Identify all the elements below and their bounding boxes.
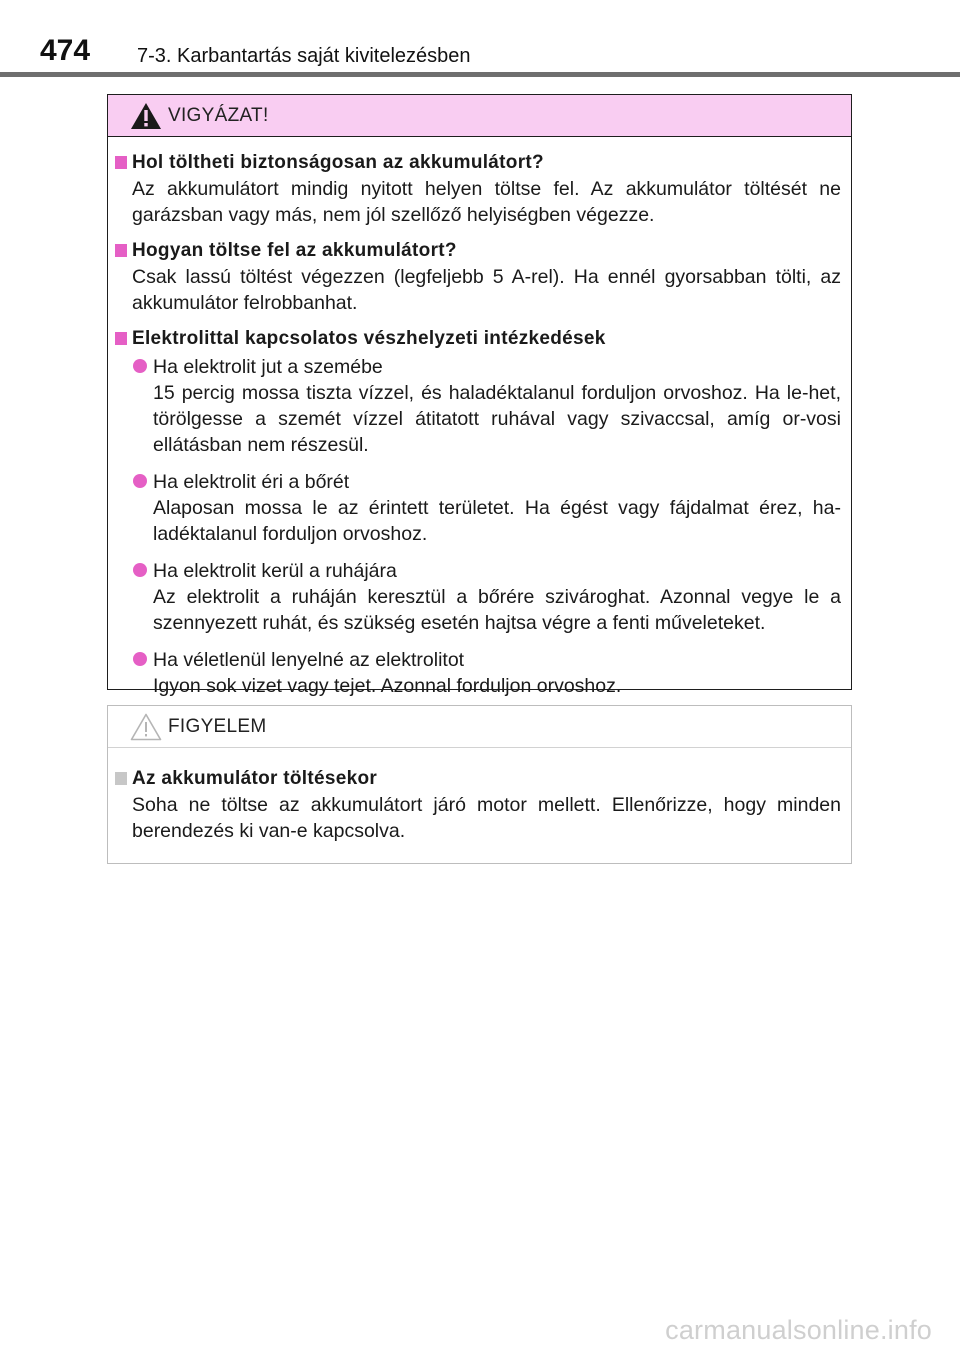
warning-item-body: Csak lassú töltést végezzen (legfeljebb 5 A-rel). Ha ennél gyorsabban tölti, az akkumulátor felrobbanhat. — [132, 266, 841, 314]
emergency-sub-item — [114, 354, 841, 458]
notice-item — [114, 766, 841, 844]
square-bullet-icon — [115, 244, 127, 257]
warning-item-title — [114, 238, 841, 264]
emergency-sub-item-body: Az elektrolit a ruháján keresztül a bőrére szivároghat. Azonnal vegye le a szennyezett ruhát, és szükség esetén hajtsa végre a fenti műveleteket. — [153, 586, 841, 634]
emergency-sub-item-body: Alaposan mossa le az érintett területet. Ha égést vagy fájdalmat érez, ha-ladéktalanul forduljon orvoshoz. — [153, 497, 841, 545]
emergency-sub-item-body: 15 percig mossa tiszta vízzel, és haladéktalanul forduljon orvoshoz. Ha le-het, törölgesse a szemét vízzel átitatott ruhával vagy szivaccsal, amíg or-vosi ellátásban nem részesül. — [153, 382, 841, 456]
round-bullet-icon — [133, 652, 147, 666]
emergency-sub-item-title: Ha véletlenül lenyelné az elektrolitot — [153, 649, 465, 671]
emergency-sub-item-body: Igyon sok vizet vagy tejet. Azonnal forduljon orvoshoz. — [153, 675, 622, 697]
notice-item-title — [114, 766, 841, 792]
round-bullet-icon — [133, 563, 147, 577]
notice-box-label: FIGYELEM — [168, 716, 267, 737]
emergency-sub-item-title: Ha elektrolit jut a szemébe — [153, 356, 383, 378]
warning-item-title — [114, 326, 841, 352]
emergency-sub-item — [114, 558, 841, 636]
notice-item-body: Soha ne töltse az akkumulátort járó motor mellett. Ellenőrizze, hogy minden berendezés ki van-e kapcsolva. — [132, 794, 841, 842]
notice-box-body — [108, 766, 851, 854]
notice-box-header — [108, 706, 851, 748]
warning-item-title-text: Elektrolittal kapcsolatos vészhelyzeti intézkedések — [132, 328, 606, 349]
round-bullet-icon — [133, 359, 147, 373]
warning-item-title-text: Hogyan töltse fel az akkumulátort? — [132, 240, 457, 261]
notice-item-title-text: Az akkumulátor töltésekor — [132, 768, 378, 789]
caution-triangle-outline-icon — [130, 713, 162, 741]
warning-box-label: VIGYÁZAT! — [168, 105, 269, 126]
round-bullet-icon — [133, 474, 147, 488]
warning-item-title — [114, 150, 841, 176]
notice-box — [107, 705, 852, 864]
emergency-sub-item — [114, 469, 841, 547]
square-bullet-icon — [115, 156, 127, 169]
warning-box-header — [108, 95, 851, 137]
page-header — [0, 0, 960, 80]
section-title: 7-3. Karbantartás saját kivitelezésben — [137, 45, 471, 67]
warning-item — [114, 326, 841, 699]
square-bullet-icon — [115, 332, 127, 345]
warning-box-body — [108, 150, 851, 710]
warning-item — [114, 238, 841, 316]
watermark: carmanualsonline.info — [665, 1315, 932, 1345]
warning-item — [114, 150, 841, 228]
warning-box — [107, 94, 852, 697]
page-number: 474 — [40, 34, 91, 67]
square-bullet-icon — [115, 772, 127, 785]
emergency-sub-item-title: Ha elektrolit éri a bőrét — [153, 471, 350, 493]
emergency-sub-item-title: Ha elektrolit kerül a ruhájára — [153, 560, 397, 582]
warning-item-title-text: Hol töltheti biztonságosan az akkumulátort? — [132, 152, 544, 173]
emergency-sub-item — [114, 647, 841, 699]
warning-item-body: Az akkumulátort mindig nyitott helyen töltse fel. Az akkumulátor töltését ne garázsban vagy más, nem jól szellőző helyiségben végezze. — [132, 178, 841, 226]
warning-triangle-icon — [130, 102, 162, 130]
header-rule — [0, 72, 960, 77]
